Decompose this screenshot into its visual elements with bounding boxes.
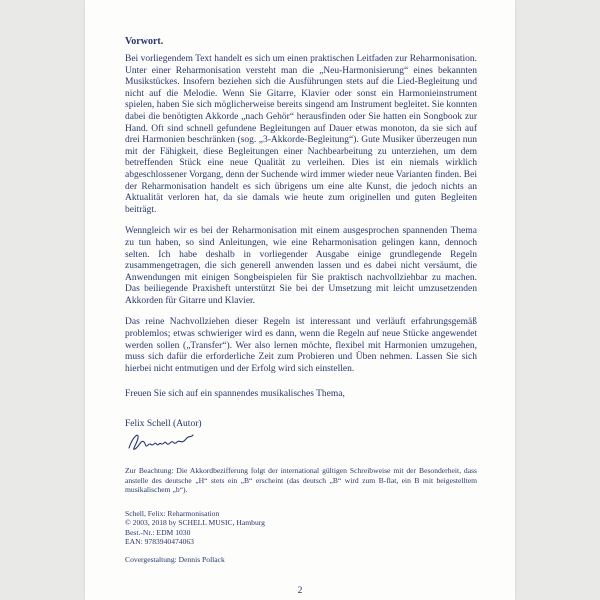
paragraph-1: Bei vorliegendem Text handelt es sich um einen praktischen Leitfaden zur Reharmonisation. Unter einer Reharmonisation versteht man die „Neu-Harmonisierung“ eines bekannten Musikstückes. Insofern beziehen sich die Ausführungen stets auf die Lied-Begleitung und nicht auf die Melodie. Wenn Sie Gitarre, Klavier oder sonst ein Harmonieinstrument spielen, haben Sie sich möglicherweise bereits singend am Instrument begleitet. Sie konnten dabei die benötigten Akkorde „nach Gehör“ herausfinden oder Sie hatten ein Songbook zur Hand. Oft sind schnell gefundene Begleitungen auf Dauer etwas monoton, da sie sich auf drei Harmonien beschränken (sog. „3-Akkorde-Begleitung“). Gute Musiker überzeugen nun mit der Fähigkeit, diese Begleitungen einer Nachbearbeitung zu unterziehen, um dem betreffenden Stück eine neue Qualität zu verleihen. Dies ist ein niemals wirklich abgeschlossener Vorgang, denn der Suchende wird immer wieder neue Varianten finden. Bei der Reharmonisation handelt es sich übrigens um eine alte Kunst, die jedoch nichts an Aktualität verloren hat, da sie damals wie heute zum originellen und guten Begleiten beiträgt. [125,54,477,215]
author-name: Felix Schell (Autor) [125,419,202,430]
imprint-line-title: Schell, Felix: Reharmonisation [125,508,220,518]
imprint-line-copyright: © 2003, 2018 by SCHELL MUSIC, Hamburg [125,518,265,528]
author-signature-icon [125,430,477,454]
document-page [85,0,515,600]
page-number: 2 [297,586,303,596]
imprint-block [125,509,477,547]
paragraph-2: Wenngleich wir es bei der Reharmonisation mit einem ausgesprochen spannenden Thema zu tun haben, so sind Anleitungen, wie eine Reharmonisation gelingen kann, dennoch selten. Ich habe deshalb in vorliegender Ausgabe einige grundlegende Regeln zusammengetragen, die sich generell anwenden lassen und es dabei nicht versäumt, die Anwendungen mit einigen Songbeispielen für Sie praktisch nachvollziehbar zu machen. Das beiliegende Praxisheft unterstützt Sie bei der Umsetzung mit leicht umzusetzenden Akkorden für Gitarre und Klavier. [125,226,477,306]
paragraph-3: Das reine Nachvollziehen dieser Regeln ist interessant und verläuft erfahrungsgemäß problemlos; etwas schwieriger wird es dann, wenn die Regeln auf neue Stücke angewendet werden sollen („Transfer“). Wer also lernen möchte, flexibel mit Harmonien umzugehen, muss sich dafür die erforderliche Zeit zum Probieren und Üben nehmen. Lassen Sie sich hierbei nicht entmutigen und der Erfolg wird sich einstellen. [125,317,477,374]
imprint-line-cover-design: Covergestaltung: Dennis Pollack [125,555,225,565]
imprint-line-order-number: Best.-Nr.: EDM 1030 [125,527,191,537]
closing-line: Freuen Sie sich auf ein spannendes musikalisches Thema, [125,389,345,400]
notice-text: Zur Beachtung: Die Akkordbezifferung folgt der international gültigen Schreibweise mit der Besonderheit, dass anstelle des deutsche „H“ stets ein „B“ erscheint (das deutsch „B“ wird zum B-flat, ein B mit beigestelltem musikalischem „b“). [125,466,477,495]
page-title: Vorwort. [125,36,164,47]
imprint-line-ean: EAN: 9783940474063 [125,537,194,547]
